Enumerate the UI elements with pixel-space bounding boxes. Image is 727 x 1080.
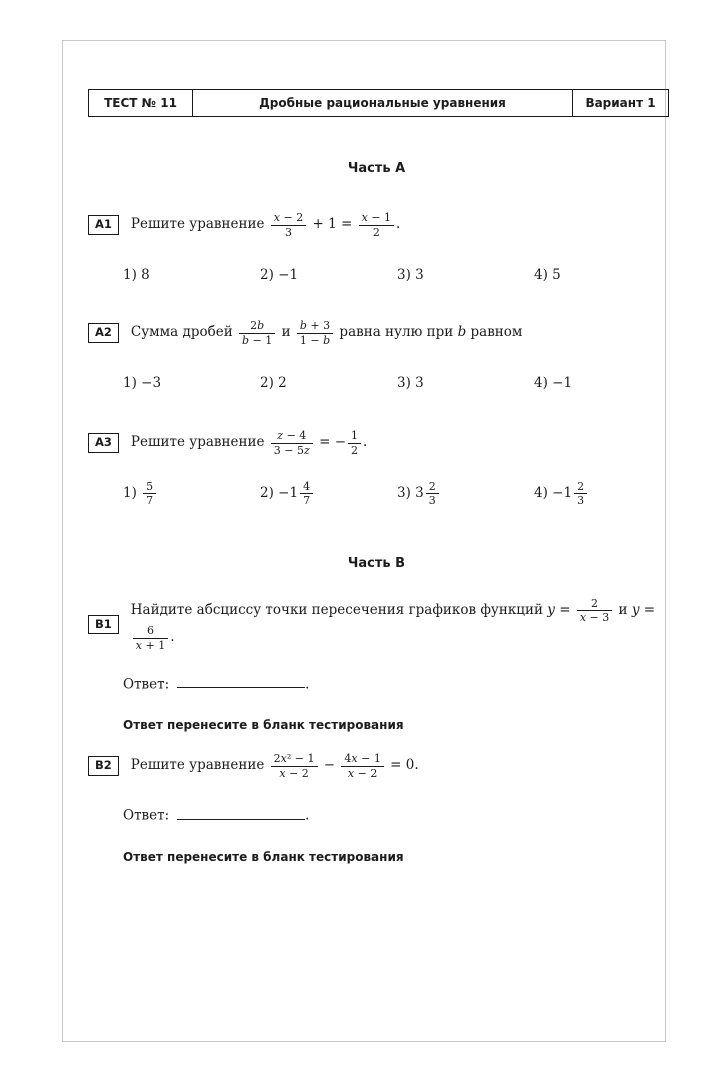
- test-number: ТЕСТ № 11: [88, 89, 193, 117]
- answer-row: [88, 805, 688, 824]
- answer-row: [88, 674, 688, 693]
- question-a1: [88, 208, 688, 288]
- option-2: 2) −1 $\frac{4}{7}$: [260, 480, 397, 507]
- option-4: 4) 5: [534, 267, 561, 283]
- question-a1-options: [88, 262, 688, 288]
- option-1: 1) $\frac{5}{7}$: [123, 480, 260, 507]
- answer-blank-line: [177, 674, 305, 689]
- part-a-heading: Часть А: [347, 160, 406, 176]
- question-b1: [88, 597, 688, 732]
- question-a1-row: [88, 208, 688, 242]
- question-a3: [88, 426, 688, 507]
- option-4: 4) −1: [534, 375, 573, 391]
- question-b2-label: В2: [88, 756, 119, 776]
- answer-transfer-note: Ответ перенесите в бланк тестирования: [123, 718, 404, 733]
- answer-label: Ответ:: [123, 676, 170, 693]
- option-3: 3) 3: [397, 375, 424, 391]
- option-4: 4) −1 $\frac{2}{3}$: [534, 480, 671, 507]
- test-header: [88, 89, 669, 117]
- question-a2-label: А2: [88, 323, 119, 343]
- question-a2: [88, 316, 688, 396]
- variant-label: Вариант 1: [572, 89, 669, 117]
- question-b2-row: [88, 749, 688, 783]
- question-a3-row: [88, 426, 688, 460]
- test-title: Дробные рациональные уравнения: [193, 89, 572, 117]
- scan-page-border: [62, 40, 666, 1042]
- question-a2-row: [88, 316, 688, 350]
- option-3: 3) 3: [397, 267, 424, 283]
- question-a1-label: А1: [88, 215, 119, 235]
- question-b1-row: [88, 597, 688, 652]
- question-a2-prompt: Сумма дробей $\frac{2b}{b - 1}$ и $\frac{b + 3}{1 - b}$ равна нулю при b равном: [130, 319, 523, 347]
- question-b2-prompt: Решите уравнение $\frac{\text{2x² − 1}}{x - 2}$ − $\frac{4x - 1}{x - 2}$ = 0.: [130, 752, 419, 780]
- option-1: 1) 8: [123, 267, 150, 283]
- part-b-heading: Часть В: [347, 555, 406, 571]
- option-2: 2) −1: [260, 267, 299, 283]
- question-a1-prompt: Решите уравнение $\frac{x - 2}{3}$ + 1 = $\frac{x - 1}{2}$ .: [130, 211, 401, 239]
- question-b1-prompt: Найдите абсциссу точки пересечения графиков функций y = $\frac{2}{x - 3}$ и y = $\frac{6}{x + 1}$ .: [130, 597, 656, 652]
- question-a3-prompt: Решите уравнение $\frac{z - 4}{3 - 5z}$ = − $\frac{1}{2}$ .: [130, 429, 368, 457]
- answer-blank-line: [177, 805, 305, 820]
- question-b2: [88, 749, 688, 864]
- option-1: 1) −3: [123, 375, 162, 391]
- question-a3-options: [88, 480, 688, 507]
- answer-suffix: .: [305, 807, 310, 824]
- answer-transfer-note: Ответ перенесите в бланк тестирования: [123, 849, 404, 864]
- answer-label: Ответ:: [123, 807, 170, 824]
- option-3: 3) 3 $\frac{2}{3}$: [397, 480, 534, 507]
- answer-suffix: .: [305, 676, 310, 693]
- option-2: 2) 2: [260, 375, 287, 391]
- question-a3-label: А3: [88, 433, 119, 453]
- question-a2-options: [88, 370, 688, 396]
- question-b1-label: В1: [88, 615, 119, 635]
